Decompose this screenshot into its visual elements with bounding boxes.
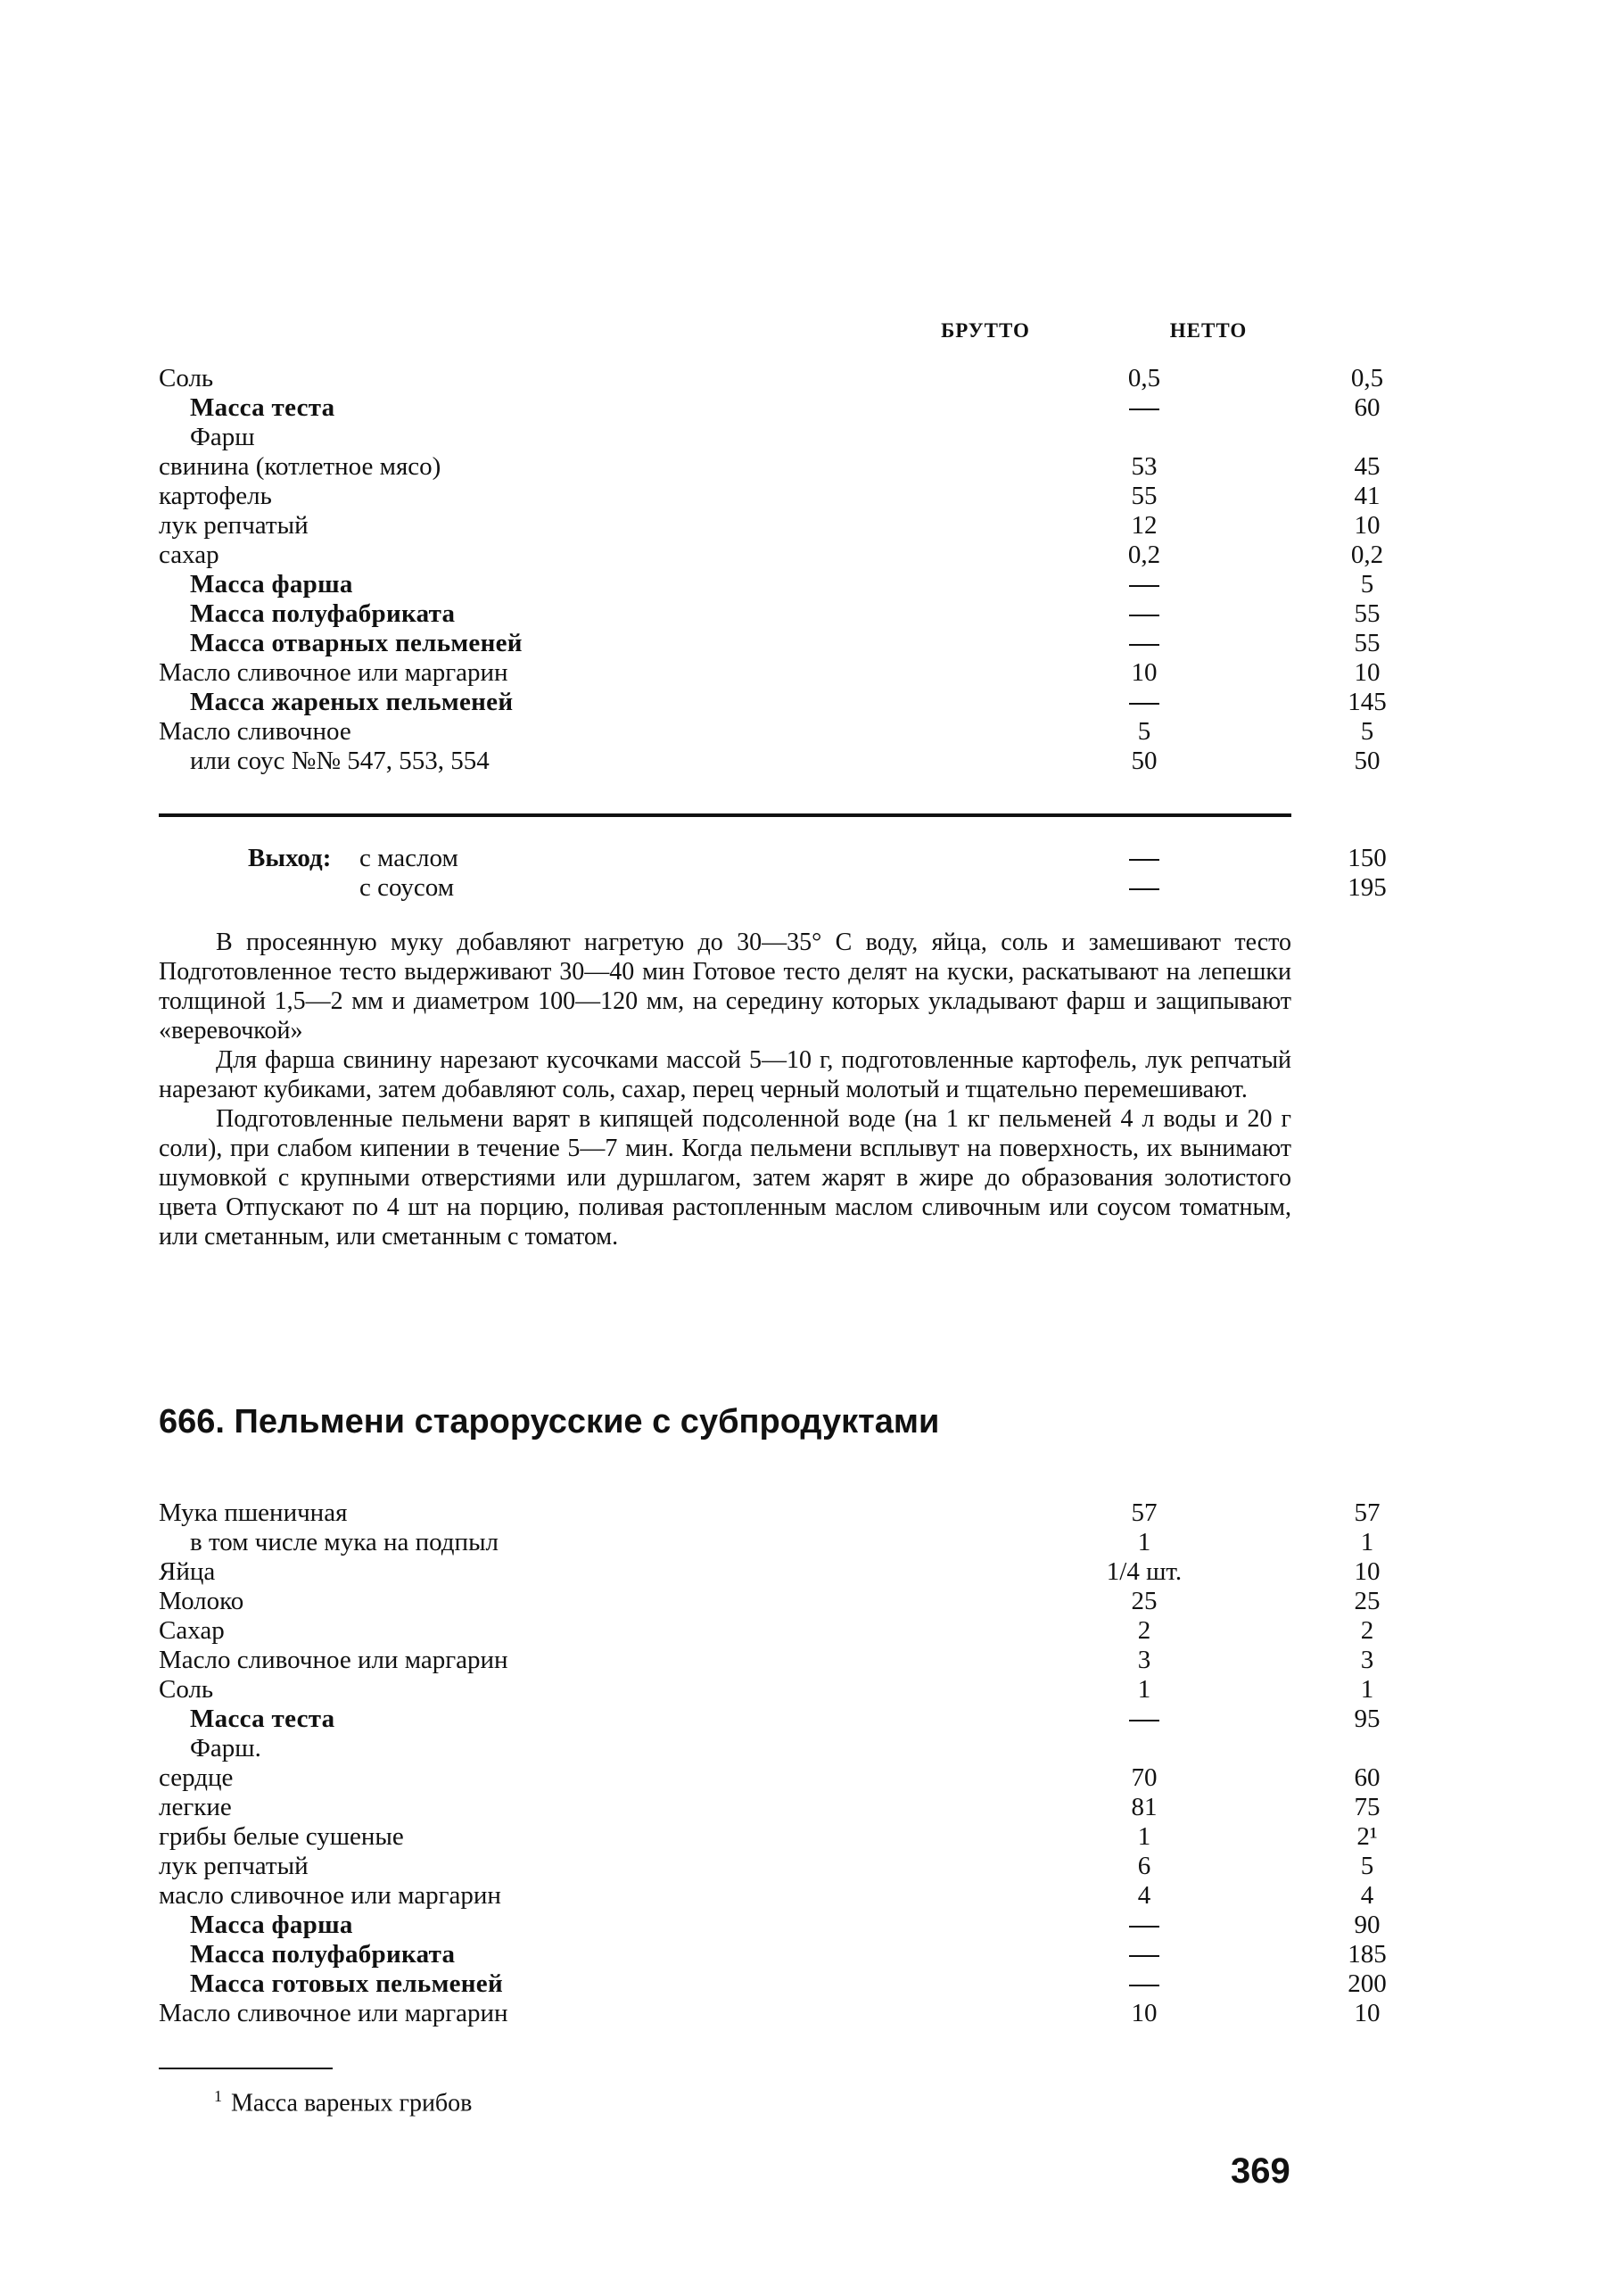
ingredient-name: Фарш [190,423,255,451]
table-row [159,423,1291,452]
ingredient-gross: 5 [1137,717,1151,746]
ingredient-net: 1 [1360,1675,1374,1704]
ingredient-name: Масса готовых пельменей [190,1969,503,1998]
output-name: с соусом [359,873,455,902]
ingredient-name: Масса жареных пельменей [190,688,514,716]
recipe-heading: 666. Пельмени старорусские с субпродуктами [159,1403,940,1441]
ingredient-gross: 0,2 [1127,541,1161,569]
table-row [159,1881,1374,1911]
ingredient-gross: 1 [1137,1528,1151,1556]
output-gross [1055,844,1233,873]
ingredient-gross [1055,1969,1233,1999]
ingredient-gross: 53 [1131,452,1158,481]
ingredient-gross: 4 [1137,1881,1151,1910]
table-row [159,747,1381,776]
output-label: Выход: [248,844,332,872]
ingredient-gross: 10 [1131,658,1158,687]
output-name: с маслом [359,844,458,872]
ingredient-net: 185 [1348,1940,1387,1969]
column-header-net: НЕТТО [1169,319,1248,342]
ingredient-net: 55 [1354,629,1381,657]
ingredient-net: 57 [1354,1498,1381,1527]
ingredient-net: 4 [1360,1881,1374,1910]
ingredient-name: Сахар [159,1616,225,1645]
ingredient-gross: 0,5 [1127,364,1161,392]
ingredient-gross [1055,629,1233,658]
method-text [159,928,1291,1251]
ingredient-net: 90 [1354,1911,1381,1939]
ingredient-table-1 [159,364,1387,776]
table-row [159,688,1387,717]
ingredient-name: Масло сливочное или маргарин [159,1999,508,2027]
table-row [159,1793,1381,1822]
ingredient-name: Масса теста [190,1705,335,1733]
ingredient-name: Масса теста [190,393,335,422]
output-net: 195 [1348,873,1387,902]
ingredient-net: 200 [1348,1969,1387,1998]
ingredient-name: Масса отварных пельменей [190,629,523,657]
ingredient-gross [1055,393,1233,423]
ingredient-net: 60 [1354,1763,1381,1792]
ingredient-gross: 55 [1131,482,1158,510]
table-row [159,393,1381,423]
ingredient-net: 10 [1354,511,1381,540]
ingredient-net: 5 [1360,570,1374,599]
ingredient-gross: 1 [1137,1822,1151,1851]
table-row [159,1822,1378,1852]
ingredient-net: 95 [1354,1705,1381,1733]
page-number: 369 [1231,2151,1290,2191]
table-row [159,1587,1381,1616]
ingredient-name: Масса фарша [190,1911,353,1939]
ingredient-net: 3 [1360,1646,1374,1674]
ingredient-gross: 50 [1131,747,1158,775]
ingredient-name: легкие [159,1793,232,1821]
table-row [159,1852,1374,1881]
table-row [159,482,1381,511]
table-row [159,717,1374,747]
ingredient-name: Масло сливочное [159,717,351,746]
ingredient-net: 5 [1360,717,1374,746]
ingredient-net: 2 [1360,1616,1374,1645]
ingredient-name: или соус №№ 547, 553, 554 [190,747,490,775]
method-paragraph: Подготовленные пельмени варят в кипящей подсоленной воде (на 1 кг пельменей 4 л воды и 20 г соли), при слабом кипении в течение 5—7 мин. Когда пельмени всплывут на поверхность, их вынимают шумовкой с крупными отверстиями или дуршлагом, затем жарят в жире до образования золотистого цвета Отпускают по 4 шт на порцию, поливая растопленным маслом сливочным или соусом томатным, или сметанным, или сметанным с томатом. [159,1105,1291,1251]
ingredient-gross: 10 [1131,1999,1158,2027]
method-paragraph: Для фарша свинину нарезают кусочками массой 5—10 г, подготовленные картофель, лук репчатый нарезают кубиками, затем добавляют соль, сахар, перец черный молотый и тщательно перемешивают. [159,1046,1291,1103]
ingredient-net: 2¹ [1356,1822,1378,1851]
table-row [159,658,1381,688]
table-row [159,1969,1387,1999]
ingredient-net: 55 [1354,599,1381,628]
ingredient-net: 25 [1354,1587,1381,1615]
method-paragraph: В просеянную муку добавляют нагретую до 30—35° С воду, яйца, соль и замешивают тесто Подготовленное тесто выдерживают 30—40 мин Готовое тесто делят на куски, раскатывают на лепешки толщиной 1,5—2 мм и диаметром 100—120 мм, на середину которых укладывают фарш и защипывают «веревочкой» [159,929,1291,1044]
output-section [159,844,1387,903]
table-row [159,511,1381,541]
table-row [159,570,1374,599]
table-row [159,1498,1381,1528]
ingredient-name: Фарш. [190,1734,261,1763]
table-divider [159,813,1291,817]
ingredient-name: Соль [159,1675,214,1704]
ingredient-gross [1055,1911,1233,1940]
footnote-rule [159,2068,333,2069]
output-gross [1055,873,1233,903]
table-row [159,629,1381,658]
ingredient-name: Масса полуфабриката [190,599,456,628]
ingredient-gross: 1/4 шт. [1106,1557,1183,1586]
table-row [159,541,1384,570]
ingredient-gross: 70 [1131,1763,1158,1792]
table-row [159,1705,1381,1734]
ingredient-gross: 25 [1131,1587,1158,1615]
ingredient-net: 60 [1354,393,1381,422]
footnote-mark: 1 [214,2087,222,2105]
table-row [159,1763,1381,1793]
ingredient-net: 10 [1354,658,1381,687]
ingredient-net: 41 [1354,482,1381,510]
output-net: 150 [1348,844,1387,872]
ingredient-gross: 81 [1131,1793,1158,1821]
output-row [159,873,1387,903]
table-row [159,1911,1381,1940]
ingredient-net: 1 [1360,1528,1374,1556]
ingredient-name: грибы белые сушеные [159,1822,404,1851]
table-row [159,1734,1291,1763]
ingredient-name: сердце [159,1763,234,1792]
table-row [159,1940,1387,1969]
ingredient-table-2 [159,1498,1387,2028]
column-header-gross: БРУТТО [941,319,1030,342]
ingredient-name: Яйца [159,1557,216,1586]
ingredient-gross [1055,570,1233,599]
table-row [159,599,1381,629]
footnote [214,2087,472,2118]
ingredient-name: Соль [159,364,214,392]
ingredient-net: 10 [1354,1557,1381,1586]
footnote-text: Масса вареных грибов [231,2089,473,2118]
ingredient-net: 145 [1348,688,1387,716]
ingredient-gross: 3 [1137,1646,1151,1674]
ingredient-name: в том числе мука на подпыл [190,1528,499,1556]
ingredient-name: Масса полуфабриката [190,1940,456,1969]
ingredient-net: 5 [1360,1852,1374,1880]
ingredient-gross: 12 [1131,511,1158,540]
output-row [159,844,1387,873]
ingredient-gross: 57 [1131,1498,1158,1527]
ingredient-name: лук репчатый [159,1852,309,1880]
ingredient-net: 10 [1354,1999,1381,2027]
table-row [159,1528,1374,1557]
table-row [159,364,1384,393]
ingredient-gross: 6 [1137,1852,1151,1880]
ingredient-name: сахар [159,541,219,569]
ingredient-name: Масло сливочное или маргарин [159,658,508,687]
ingredient-name: Масса фарша [190,570,353,599]
ingredient-gross [1055,599,1233,629]
ingredient-net: 45 [1354,452,1381,481]
ingredient-net: 0,5 [1350,364,1384,392]
ingredient-gross [1055,1705,1233,1734]
ingredient-name: Молоко [159,1587,244,1615]
ingredient-net: 75 [1354,1793,1381,1821]
ingredient-name: Масло сливочное или маргарин [159,1646,508,1674]
table-row [159,1646,1374,1675]
ingredient-name: Мука пшеничная [159,1498,348,1527]
ingredient-gross [1055,1940,1233,1969]
table-row [159,1675,1374,1705]
table-row [159,452,1381,482]
ingredient-name: масло сливочное или маргарин [159,1881,501,1910]
ingredient-net: 0,2 [1350,541,1384,569]
table-row [159,1616,1374,1646]
ingredient-gross [1055,688,1233,717]
ingredient-name: свинина (котлетное мясо) [159,452,441,481]
ingredient-gross: 1 [1137,1675,1151,1704]
ingredient-gross: 2 [1137,1616,1151,1645]
table-row [159,1999,1381,2028]
table-row [159,1557,1381,1587]
ingredient-name: лук репчатый [159,511,309,540]
ingredient-net: 50 [1354,747,1381,775]
ingredient-name: картофель [159,482,272,510]
